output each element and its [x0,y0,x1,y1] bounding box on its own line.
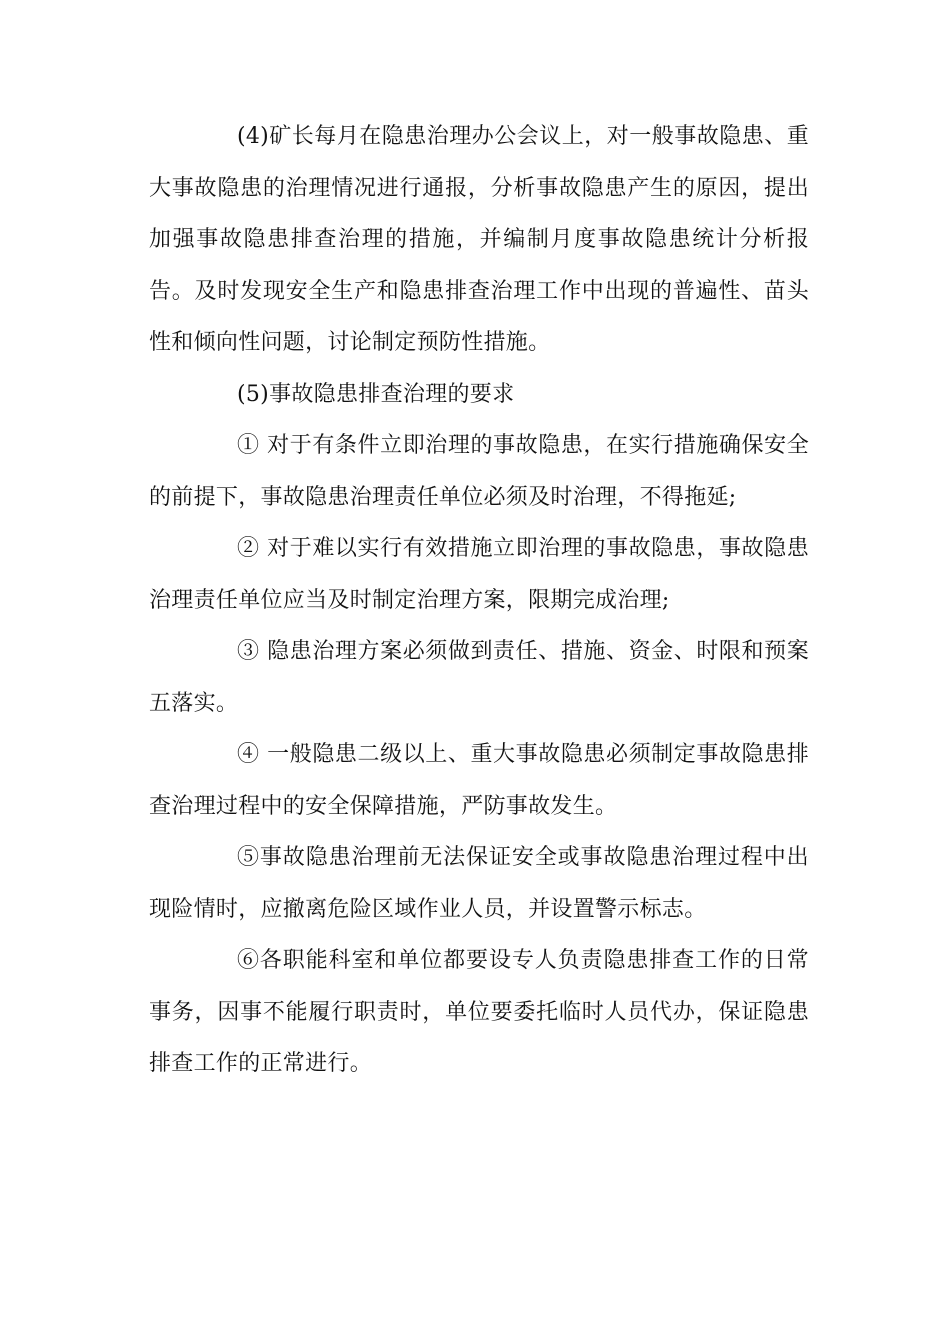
paragraph-requirement-4: ④ 一般隐患二级以上、重大事故隐患必须制定事故隐患排查治理过程中的安全保障措施，严防事故发生。 [149,742,809,819]
document-body [149,111,809,1090]
paragraph-item-4-monthly-report: (4)矿长每月在隐患治理办公会议上，对一般事故隐患、重大事故隐患的治理情况进行通报，分析事故隐患产生的原因，提出加强事故隐患排查治理的措施，并编制月度事故隐患统计分析报告。及时发现安全生产和隐患排查治理工作中出现的普遍性、苗头性和倾向性问题，讨论制定预防性措施。 [149,124,809,355]
paragraph-requirement-1: ① 对于有条件立即治理的事故隐患，在实行措施确保安全的前提下，事故隐患治理责任单位必须及时治理，不得拖延; [149,433,809,510]
paragraph-requirement-3: ③ 隐患治理方案必须做到责任、措施、资金、时限和预案五落实。 [149,639,809,716]
paragraph-requirement-2: ② 对于难以实行有效措施立即治理的事故隐患，事故隐患治理责任单位应当及时制定治理方案，限期完成治理; [149,536,809,613]
paragraph-requirement-5: ⑤事故隐患治理前无法保证安全或事故隐患治理过程中出现险情时，应撤离危险区域作业人员，并设置警示标志。 [149,845,809,922]
paragraph-requirement-6: ⑥各职能科室和单位都要设专人负责隐患排查工作的日常事务，因事不能履行职责时，单位要委托临时人员代办，保证隐患排查工作的正常进行。 [149,948,809,1076]
paragraph-item-5-heading: (5)事故隐患排查治理的要求 [237,381,515,407]
